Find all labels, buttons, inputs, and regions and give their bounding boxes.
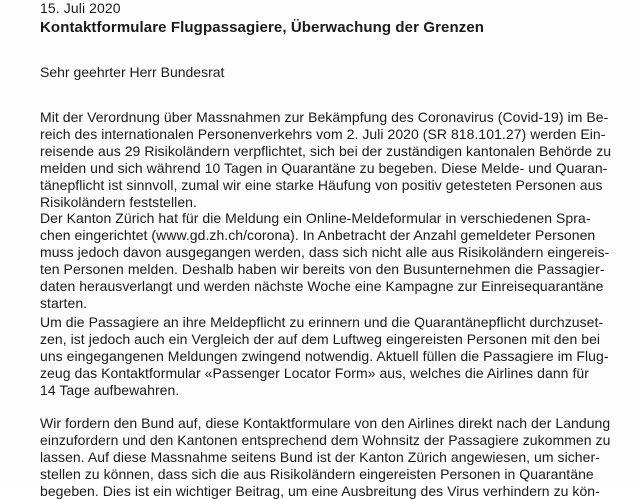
- paragraph-line: starten.: [40, 295, 88, 311]
- paragraph-2: [40, 210, 609, 312]
- paragraph-line: daten herausverlangt und werden nächste Woche eine Kampagne zur Einreisequarantäne: [40, 278, 604, 294]
- letter-salutation: Sehr geehrter Herr Bundesrat: [40, 64, 225, 80]
- paragraph-line: Der Kanton Zürich hat für die Meldung ein Online-Meldeformular in verschiedenen Spra-: [40, 210, 591, 226]
- paragraph-4: [40, 415, 610, 500]
- paragraph-line: zeug das Kontaktformular «Passenger Locator Form» aus, welches die Airlines dann für: [40, 365, 589, 381]
- paragraph-line: Risikoländern feststellen.: [40, 194, 197, 210]
- paragraph-line: lassen. Auf diese Massnahme seitens Bund ist der Kanton Zürich angewiesen, um sicher-: [40, 449, 600, 465]
- paragraph-line: reisende aus 29 Risikoländern verpflichtet, sich bei der zuständigen kantonalen Behörde zu: [40, 143, 612, 159]
- paragraph-line: muss jedoch davon ausgegangen werden, dass sich nicht alle aus Risikoländern eingereis-: [40, 244, 610, 260]
- paragraph-line: ten Personen melden. Deshalb haben wir bereits von den Busunternehmen die Passagier-: [40, 261, 605, 277]
- paragraph-line: reich des internationalen Personenverkehrs vom 2. Juli 2020 (SR 818.101.27) werden Ein-: [40, 126, 606, 142]
- paragraph-line: zen, ist jedoch auch ein Vergleich der auf dem Luftweg eingereisten Personen mit den bei: [40, 331, 601, 347]
- paragraph-line: tänepflicht ist sinnvoll, zumal wir eine starke Häufung von positiv getesteten Personen aus: [40, 177, 603, 193]
- paragraph-line: stellen zu können, dass sich die aus Risikoländern eingereisten Personen in Quarantäne: [40, 466, 594, 482]
- paragraph-line: 14 Tage aufbewahren.: [40, 382, 180, 398]
- paragraph-line: Um die Passagiere an ihre Meldepflicht zu erinnern und die Quarantänepflicht durchzuset-: [40, 314, 604, 330]
- paragraph-line: Mit der Verordnung über Massnahmen zur Bekämpfung des Coronavirus (Covid-19) im Be-: [40, 109, 609, 125]
- paragraph-line: einzufordern und den Kantonen entsprechend dem Wohnsitz der Passagiere zukommen zu: [40, 432, 611, 448]
- paragraph-line: begeben. Dies ist ein wichtiger Beitrag, um eine Ausbreitung des Virus verhindern zu kön-: [40, 483, 600, 499]
- paragraph-line: melden und sich während 10 Tagen in Quarantäne zu begeben. Diese Melde- und Quaran-: [40, 160, 608, 176]
- paragraph-line: Wir fordern den Bund auf, diese Kontaktformulare von den Airlines direkt nach der Landung: [40, 415, 611, 431]
- letter-title: Kontaktformulare Flugpassagiere, Überwachung der Grenzen: [40, 19, 485, 36]
- paragraph-line: chen eingerichtet (www.gd.zh.ch/corona). In Anbetracht der Anzahl gemeldeter Personen: [40, 227, 596, 243]
- letter-date: 15. Juli 2020: [40, 0, 121, 16]
- paragraph-3: [40, 314, 609, 399]
- paragraph-line: uns eingegangenen Meldungen zwingend notwendig. Aktuell füllen die Passagiere im Flug-: [40, 348, 609, 364]
- paragraph-1: [40, 109, 611, 211]
